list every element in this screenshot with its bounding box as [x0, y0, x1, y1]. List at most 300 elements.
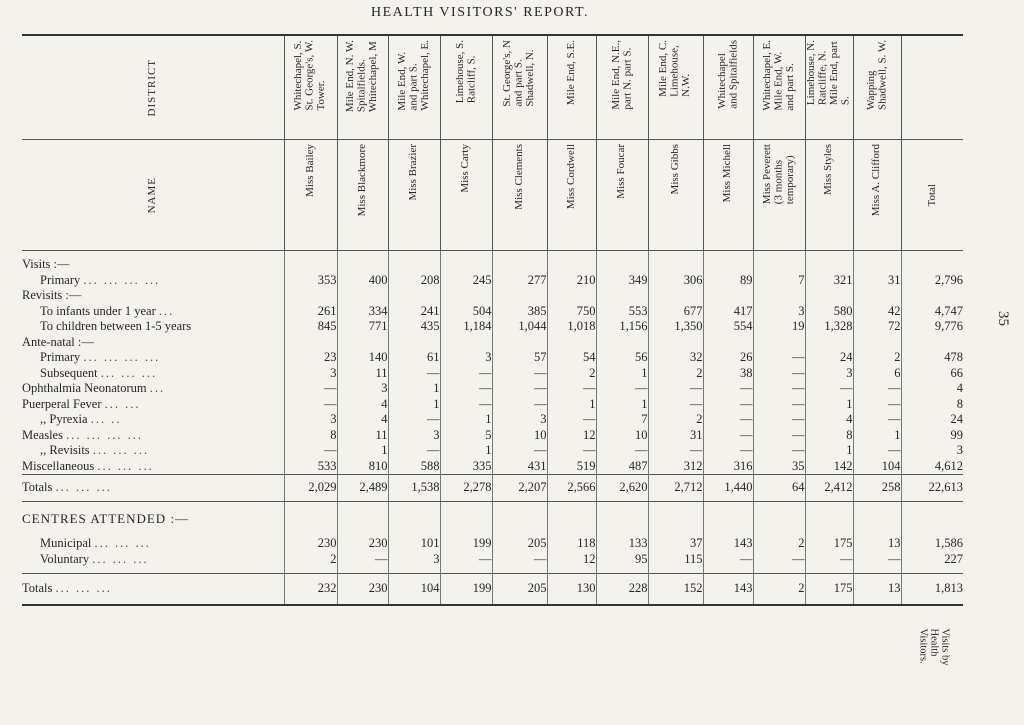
district-text: Whitechapel, S. St. George's, W. Tower. [292, 40, 328, 111]
value-cell [440, 335, 492, 351]
value-cell: 230 [337, 574, 388, 606]
value-cell: 31 [648, 428, 703, 444]
value-cell: 1,328 [805, 319, 853, 335]
row-label: ,, Pyrexia [40, 412, 88, 426]
leader-dots: ... ... ... [94, 536, 151, 550]
value-cell [388, 335, 440, 351]
value-cell: 312 [648, 459, 703, 475]
row-label-cell [22, 335, 284, 351]
row-total-cell: 9,776 [901, 319, 963, 335]
table-row [22, 350, 963, 366]
value-cell [596, 257, 648, 273]
value-cell: 519 [547, 459, 596, 475]
value-cell: 771 [337, 319, 388, 335]
value-cell: 8 [284, 428, 337, 444]
visitor-name: Miss Bailey [303, 144, 316, 197]
visitor-name: Miss Brazier [407, 144, 420, 201]
table-row [22, 366, 963, 382]
side-note-line: Visits by [939, 628, 951, 666]
row-total-cell: 8 [901, 397, 963, 413]
value-cell: 1 [388, 397, 440, 413]
value-cell: 10 [596, 428, 648, 444]
name-header-cell [22, 140, 284, 251]
value-cell [703, 257, 753, 273]
total-district-cell [901, 35, 963, 140]
value-cell: 12 [547, 552, 596, 568]
value-cell: 7 [753, 273, 805, 289]
visitor-name: Miss Gibbs [668, 144, 681, 195]
value-cell: 7 [596, 412, 648, 428]
value-cell [805, 335, 853, 351]
visitor-name-cell [853, 140, 901, 251]
value-cell [648, 257, 703, 273]
value-cell: 210 [547, 273, 596, 289]
value-cell: 1 [547, 397, 596, 413]
value-cell: 554 [703, 319, 753, 335]
leader-dots: ... ... [104, 396, 141, 411]
value-cell: 208 [388, 273, 440, 289]
totals-row [22, 475, 963, 502]
value-cell: 199 [440, 536, 492, 552]
row-label-cell [22, 574, 284, 606]
row-label-cell [22, 443, 284, 459]
value-cell: 6 [853, 366, 901, 382]
value-cell [805, 257, 853, 273]
row-total-cell: 1,813 [901, 574, 963, 606]
value-cell: 349 [596, 273, 648, 289]
centres-section-row [22, 502, 963, 537]
value-cell [440, 257, 492, 273]
value-cell: — [388, 443, 440, 459]
table-row [22, 397, 963, 413]
district-text: Whitechapel, E. Mile End, W. and part S. [760, 40, 796, 111]
value-cell: 23 [284, 350, 337, 366]
leader-dots: ... ... ... [55, 480, 112, 495]
value-cell: 13 [853, 574, 901, 606]
value-cell: 230 [284, 536, 337, 552]
row-label-cell [22, 459, 284, 475]
value-cell [703, 288, 753, 304]
value-cell: 26 [703, 350, 753, 366]
side-note [918, 629, 951, 725]
value-cell: 115 [648, 552, 703, 568]
value-cell: 588 [388, 459, 440, 475]
value-cell: — [492, 366, 547, 382]
row-label-cell [22, 381, 284, 397]
district-label: DISTRICT [146, 58, 158, 117]
leader-dots: ... ... ... [97, 458, 154, 473]
district-text: Limehouse, S. Ratcliff, S. [453, 40, 477, 104]
table-row [22, 304, 963, 320]
visitor-name-cell [547, 140, 596, 251]
value-cell: 1 [337, 443, 388, 459]
value-cell: 35 [753, 459, 805, 475]
value-cell: — [547, 412, 596, 428]
value-cell: — [753, 381, 805, 397]
value-cell: — [753, 443, 805, 459]
value-cell: — [596, 443, 648, 459]
value-cell: — [703, 443, 753, 459]
value-cell: 10 [492, 428, 547, 444]
row-label-cell [22, 366, 284, 382]
value-cell: 1,350 [648, 319, 703, 335]
leader-dots: ... [149, 381, 166, 395]
value-cell: 335 [440, 459, 492, 475]
value-cell: — [388, 412, 440, 428]
value-cell [284, 257, 337, 273]
value-cell: 205 [492, 574, 547, 606]
row-total-cell [901, 335, 963, 351]
value-cell: 1 [388, 381, 440, 397]
row-label: Measles [22, 427, 63, 442]
value-cell: — [492, 397, 547, 413]
value-cell: 1,156 [596, 319, 648, 335]
value-cell [547, 335, 596, 351]
row-total-cell [901, 288, 963, 304]
value-cell: 2 [648, 366, 703, 382]
leader-dots: ... ... ... [55, 581, 112, 596]
value-cell: 230 [337, 536, 388, 552]
value-cell: 580 [805, 304, 853, 320]
table-row [22, 552, 963, 568]
row-total-cell: 4,747 [901, 304, 963, 320]
value-cell: 533 [284, 459, 337, 475]
value-cell: 2,620 [596, 475, 648, 502]
district-text: Mile End, C. Limehouse, N.W. [657, 40, 693, 97]
row-label: Subsequent [40, 365, 98, 380]
side-note-line: Visitors. [917, 628, 929, 664]
value-cell [337, 288, 388, 304]
row-total-cell: 4 [901, 381, 963, 397]
row-total-cell [901, 257, 963, 273]
value-cell: 11 [337, 366, 388, 382]
health-visitors-table [22, 34, 963, 606]
table-row [22, 428, 963, 444]
row-label-cell [22, 475, 284, 502]
visitor-name: Miss Carty [459, 144, 472, 193]
value-cell: 321 [805, 273, 853, 289]
row-label-cell [22, 552, 284, 568]
value-cell: 2,412 [805, 475, 853, 502]
value-cell: 205 [492, 536, 547, 552]
value-cell: 130 [547, 574, 596, 606]
leader-dots: ... [158, 303, 175, 318]
value-cell: 2 [753, 574, 805, 606]
row-label: Ophthalmia Neonatorum [22, 381, 147, 395]
value-cell: 1,018 [547, 319, 596, 335]
visitor-name: Miss Foucar [615, 144, 628, 199]
value-cell: — [853, 443, 901, 459]
row-label: To infants under 1 year [40, 303, 156, 318]
value-cell: — [648, 443, 703, 459]
table-row [22, 536, 963, 552]
value-cell: 1 [805, 397, 853, 413]
district-cell [753, 35, 805, 140]
row-total-cell: 2,796 [901, 273, 963, 289]
value-cell: 316 [703, 459, 753, 475]
value-cell: 1,044 [492, 319, 547, 335]
value-cell [596, 335, 648, 351]
value-cell: 1,184 [440, 319, 492, 335]
name-label: NAME [146, 176, 158, 214]
value-cell: — [805, 381, 853, 397]
total-label: Total [925, 183, 938, 207]
value-cell: 1 [440, 443, 492, 459]
value-cell: 31 [853, 273, 901, 289]
value-cell: — [753, 412, 805, 428]
visitor-name-cell [388, 140, 440, 251]
value-cell [853, 335, 901, 351]
value-cell: 1,538 [388, 475, 440, 502]
value-cell: — [648, 397, 703, 413]
table-row [22, 319, 963, 335]
totals-row [22, 574, 963, 606]
table-row [22, 288, 963, 304]
value-cell [805, 288, 853, 304]
row-label: Ante-natal :— [22, 334, 94, 349]
visitor-name: Miss Cordwell [564, 144, 577, 210]
value-cell: 37 [648, 536, 703, 552]
value-cell: 3 [753, 304, 805, 320]
value-cell: 3 [492, 412, 547, 428]
value-cell: 2,712 [648, 475, 703, 502]
table-row [22, 412, 963, 428]
value-cell [284, 288, 337, 304]
row-total-cell: 22,613 [901, 475, 963, 502]
value-cell: 95 [596, 552, 648, 568]
value-cell [388, 288, 440, 304]
value-cell: — [440, 366, 492, 382]
row-label-cell [22, 536, 284, 552]
row-label-cell [22, 350, 284, 366]
value-cell: 3 [388, 552, 440, 568]
value-cell: 261 [284, 304, 337, 320]
visitor-name: Miss A. Clifford [870, 144, 883, 217]
value-cell: 2,566 [547, 475, 596, 502]
leader-dots: ... ... ... [100, 365, 158, 380]
value-cell: 258 [853, 475, 901, 502]
value-cell [853, 257, 901, 273]
row-label: ,, Revisits [40, 443, 90, 457]
district-cell [703, 35, 753, 140]
value-cell: 199 [440, 574, 492, 606]
row-label-cell [22, 288, 284, 304]
value-cell: 57 [492, 350, 547, 366]
visitor-name-cell [648, 140, 703, 251]
row-label: To children between 1-5 years [40, 319, 192, 333]
district-cell [284, 35, 337, 140]
visitor-name-cell [805, 140, 853, 251]
visitor-name: Miss Peverett (3 months temporary) [760, 144, 796, 205]
value-cell: 64 [753, 475, 805, 502]
row-label-cell [22, 428, 284, 444]
value-cell [440, 288, 492, 304]
value-cell: 4 [337, 412, 388, 428]
value-cell [492, 288, 547, 304]
row-label-cell [22, 412, 284, 428]
value-cell: 353 [284, 273, 337, 289]
row-label: Totals [22, 480, 53, 495]
row-label: Primary [40, 272, 81, 287]
value-cell: — [703, 552, 753, 568]
value-cell: — [753, 350, 805, 366]
value-cell: 24 [805, 350, 853, 366]
value-cell: — [440, 397, 492, 413]
district-cell [805, 35, 853, 140]
value-cell: 3 [805, 366, 853, 382]
value-cell: 3 [284, 366, 337, 382]
district-text: Limehouse, N. Ratcliffe, N. Mile End, part S. [805, 40, 852, 106]
value-cell: 54 [547, 350, 596, 366]
visitor-name-cell [492, 140, 547, 251]
value-cell: 89 [703, 273, 753, 289]
value-cell: 435 [388, 319, 440, 335]
value-cell [284, 335, 337, 351]
leader-dots: ... ... ... ... [83, 272, 161, 287]
value-cell: 104 [853, 459, 901, 475]
value-cell: 810 [337, 459, 388, 475]
value-cell: 750 [547, 304, 596, 320]
value-cell: 2 [547, 366, 596, 382]
district-cell [547, 35, 596, 140]
value-cell: 277 [492, 273, 547, 289]
value-cell: 42 [853, 304, 901, 320]
row-label: Municipal [40, 536, 92, 550]
value-cell: 72 [853, 319, 901, 335]
visitor-name: Miss Clements [512, 144, 525, 210]
value-cell: 142 [805, 459, 853, 475]
value-cell: — [753, 397, 805, 413]
value-cell: 104 [388, 574, 440, 606]
value-cell: — [853, 412, 901, 428]
value-cell: — [337, 552, 388, 568]
row-total-cell: 1,586 [901, 536, 963, 552]
value-cell: 38 [703, 366, 753, 382]
value-cell [648, 335, 703, 351]
table-row [22, 443, 963, 459]
value-cell: 56 [596, 350, 648, 366]
leader-dots: ... ... ... ... [66, 427, 143, 442]
row-total-cell: 66 [901, 366, 963, 382]
value-cell: 118 [547, 536, 596, 552]
value-cell: — [753, 552, 805, 568]
value-cell: — [547, 443, 596, 459]
value-cell: 1 [596, 397, 648, 413]
value-cell: 385 [492, 304, 547, 320]
district-cell [596, 35, 648, 140]
value-cell [388, 257, 440, 273]
value-cell: 12 [547, 428, 596, 444]
value-cell: — [703, 428, 753, 444]
value-cell: 140 [337, 350, 388, 366]
visitor-name: Miss Blackmore [355, 144, 368, 217]
district-cell [853, 35, 901, 140]
value-cell [337, 335, 388, 351]
leader-dots: ... ... ... [92, 551, 149, 566]
row-total-cell: 24 [901, 412, 963, 428]
value-cell: 61 [388, 350, 440, 366]
value-cell: 400 [337, 273, 388, 289]
value-cell: 2 [753, 536, 805, 552]
value-cell: 101 [388, 536, 440, 552]
visitor-name-cell [703, 140, 753, 251]
visitor-name: Miss Styles [822, 144, 835, 196]
value-cell [853, 288, 901, 304]
row-label: Revisits :— [22, 288, 82, 302]
page-number: 35 [995, 311, 1011, 326]
visitor-name-cell [337, 140, 388, 251]
value-cell: — [284, 381, 337, 397]
visitor-name-cell [440, 140, 492, 251]
table-row [22, 459, 963, 475]
row-label: Puerperal Fever [22, 396, 102, 411]
value-cell: 1,440 [703, 475, 753, 502]
value-cell: 11 [337, 428, 388, 444]
value-cell: 143 [703, 536, 753, 552]
value-cell: 32 [648, 350, 703, 366]
value-cell: 553 [596, 304, 648, 320]
value-cell: — [440, 552, 492, 568]
value-cell [753, 257, 805, 273]
value-cell: 845 [284, 319, 337, 335]
value-cell: 1 [805, 443, 853, 459]
district-cell [388, 35, 440, 140]
value-cell: 2,489 [337, 475, 388, 502]
leader-dots: ... ... ... [92, 443, 150, 457]
value-cell: 133 [596, 536, 648, 552]
value-cell: 487 [596, 459, 648, 475]
district-text: Whitechapel and Spitalfields [715, 40, 739, 109]
value-cell: — [805, 552, 853, 568]
value-cell: — [853, 552, 901, 568]
visitor-name: Miss Michell [721, 144, 734, 203]
value-cell: 504 [440, 304, 492, 320]
row-label-cell [22, 304, 284, 320]
value-cell: 417 [703, 304, 753, 320]
value-cell: — [492, 552, 547, 568]
value-cell [547, 257, 596, 273]
value-cell: 5 [440, 428, 492, 444]
row-label-cell [22, 319, 284, 335]
row-label-cell [22, 397, 284, 413]
value-cell: 334 [337, 304, 388, 320]
value-cell: 228 [596, 574, 648, 606]
value-cell: 2,207 [492, 475, 547, 502]
value-cell: 4 [337, 397, 388, 413]
value-cell: — [648, 381, 703, 397]
value-cell: — [596, 381, 648, 397]
value-cell: — [284, 443, 337, 459]
value-cell: 175 [805, 574, 853, 606]
value-cell [547, 288, 596, 304]
value-cell: 431 [492, 459, 547, 475]
value-cell: — [703, 397, 753, 413]
value-cell: — [284, 397, 337, 413]
leader-dots: ... ... ... ... [83, 350, 161, 364]
value-cell: 143 [703, 574, 753, 606]
value-cell: — [753, 366, 805, 382]
value-cell: 2 [648, 412, 703, 428]
value-cell: — [388, 366, 440, 382]
district-text: Mile End, W. and part S. Whitechapel, E. [395, 40, 431, 111]
value-cell [753, 335, 805, 351]
visitor-name-cell [284, 140, 337, 251]
district-cell [337, 35, 388, 140]
value-cell: 306 [648, 273, 703, 289]
row-label: Visits :— [22, 257, 70, 271]
district-text: Wapping Shadwell, S. W. [864, 40, 888, 110]
visitor-name-cell [596, 140, 648, 251]
